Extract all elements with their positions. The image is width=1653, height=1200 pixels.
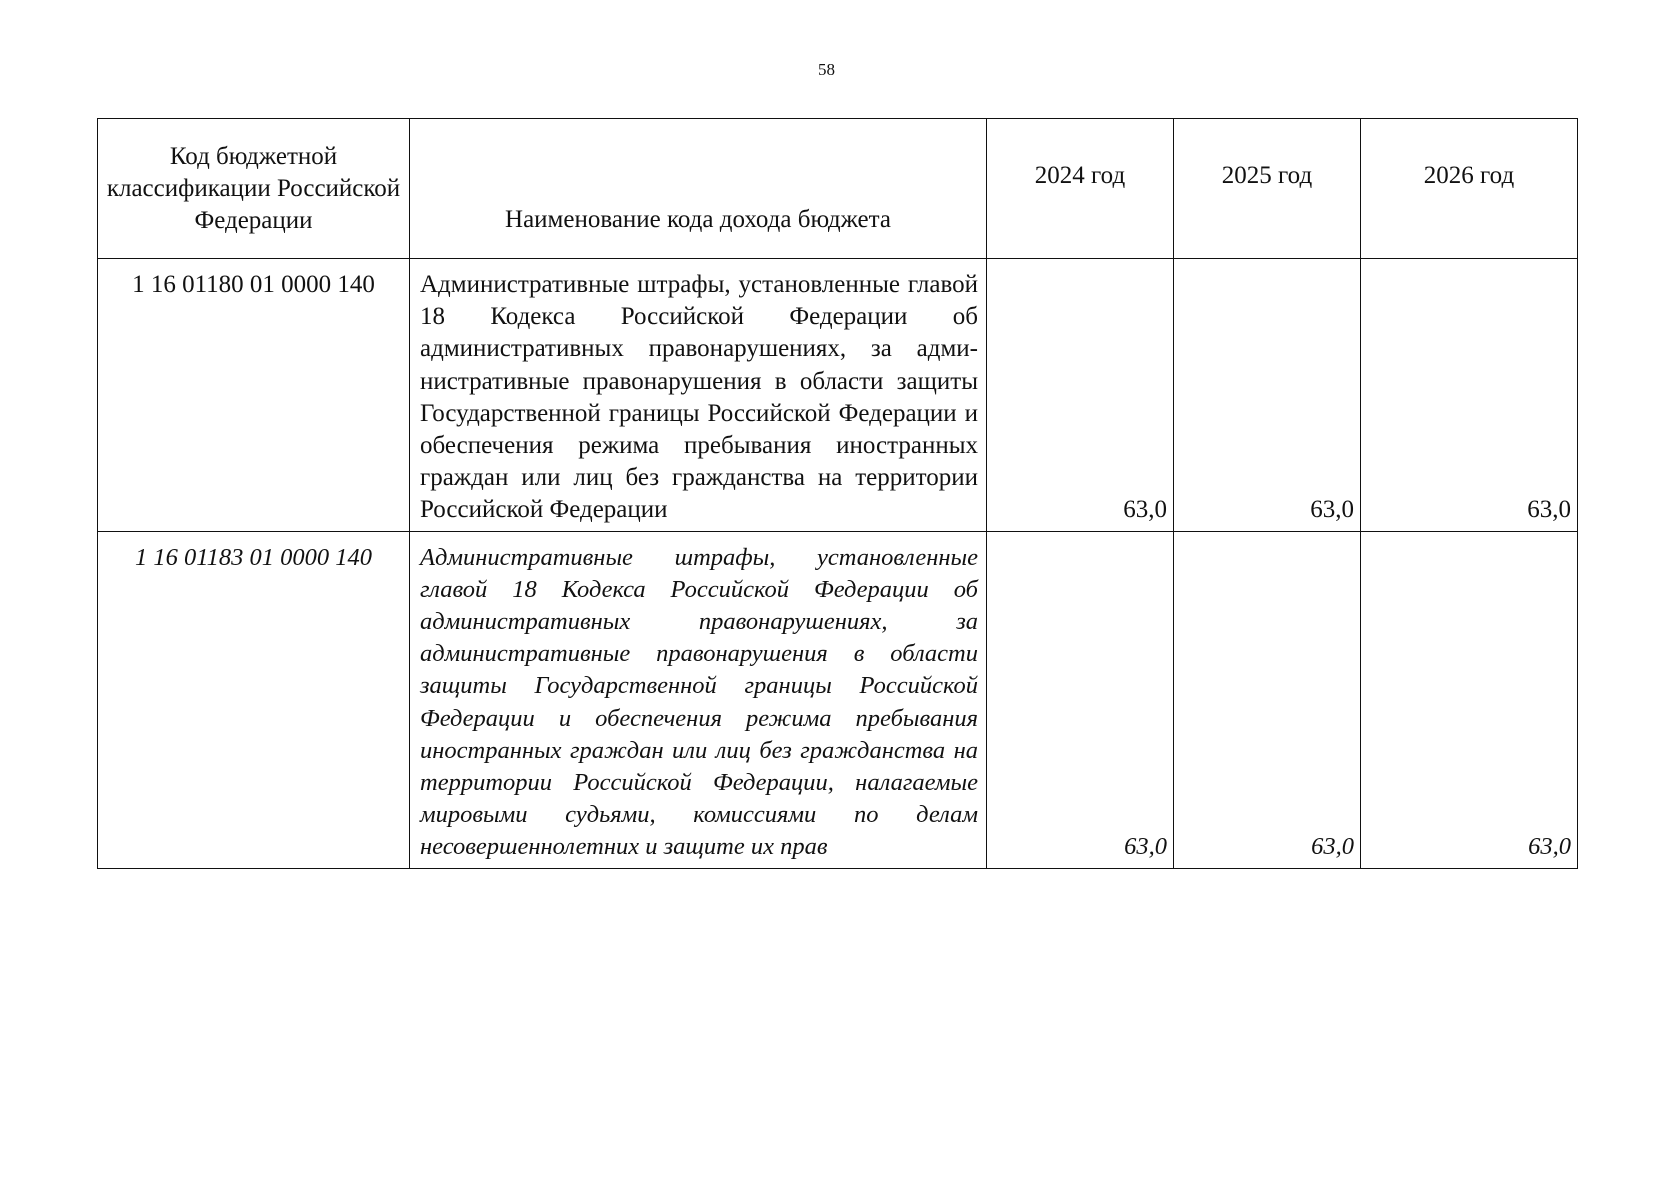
row-value-2026: 63,0 [1361, 259, 1578, 532]
row-value-2026: 63,0 [1361, 531, 1578, 868]
header-year-2026: 2026 год [1361, 119, 1578, 259]
table-header-row [98, 119, 1578, 259]
table-row [98, 259, 1578, 532]
row-value-2024: 63,0 [987, 259, 1174, 532]
row-value-2024: 63,0 [987, 531, 1174, 868]
header-name: Наименование кода дохода бюджета [410, 119, 987, 259]
header-year-2025: 2025 год [1174, 119, 1361, 259]
row-code: 1 16 01180 01 0000 140 [98, 259, 410, 532]
row-code: 1 16 01183 01 0000 140 [98, 531, 410, 868]
revenue-table [97, 118, 1578, 869]
row-value-2025: 63,0 [1174, 259, 1361, 532]
page-number: 58 [818, 60, 835, 79]
header-year-2024: 2024 год [987, 119, 1174, 259]
row-value-2025: 63,0 [1174, 531, 1361, 868]
row-name: Административные штрафы, установленные главой 18 Кодекса Российской Федерации об административных правонарушениях, за административные правонарушения в области защиты Государственной границы Российской Федерации и обеспечения режима пребывания иностранных граждан или лиц без гражданства на территории Российской Федерации, налагаемые мировыми судьями, комиссиями по делам несовершеннолетних и защите их прав [410, 531, 987, 868]
row-name: Административные штрафы, установленные главой 18 Кодекса Российской Федерации об административных правонарушениях, за административные правонарушения в области защиты Государственной границы Российской Федерации и обеспечения режима пребывания иностранных граждан или лиц без гражданства на территории Российской Федерации [410, 259, 987, 532]
table-row [98, 531, 1578, 868]
header-code: Код бюджетной классификации Российской Федерации [98, 119, 410, 259]
